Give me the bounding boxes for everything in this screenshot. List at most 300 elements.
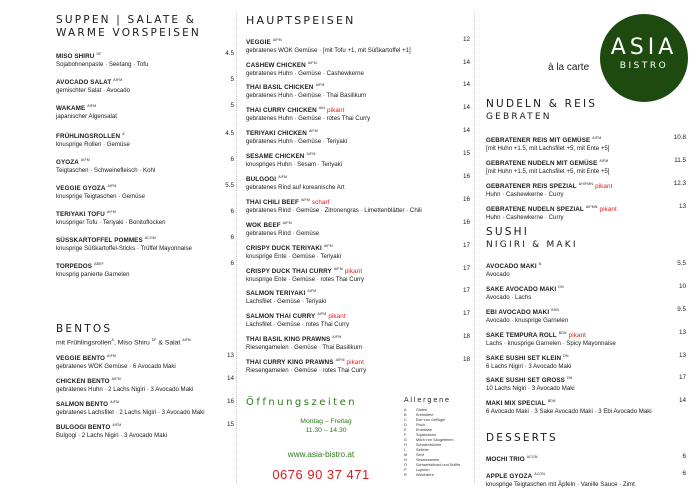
item-description: gebratenes Huhn · Gemüse · Cashewkerne xyxy=(246,70,364,77)
item-price: 13 xyxy=(226,352,234,360)
item-price: 17 xyxy=(462,310,470,317)
item-description: 6 Avocado Maki · 3 Sake Avocado Maki · 3 Ebi Avocado Maki xyxy=(486,408,652,415)
item-price: 13 xyxy=(678,203,686,210)
item-title: VEGGIE GYOZA xyxy=(56,185,106,192)
allergen-tag: DN xyxy=(558,285,564,289)
item-price: 4.5 xyxy=(225,130,234,137)
item-name xyxy=(56,375,216,386)
allergen-name: Sellerie xyxy=(416,448,429,452)
item-price: 17 xyxy=(462,242,470,249)
menu-item xyxy=(246,104,470,127)
menu-item xyxy=(486,203,686,226)
item-name xyxy=(486,283,668,294)
allergen-name: Sesamsamen xyxy=(416,458,440,462)
item-title: MAKI MIX SPECIAL xyxy=(486,400,546,407)
item-name xyxy=(246,356,452,367)
allergen-code: F xyxy=(404,433,407,437)
spicy-flag: pikant xyxy=(344,268,363,275)
item-price: 9.5 xyxy=(677,306,686,313)
item-title: TORPEDOS xyxy=(56,263,93,270)
allergen-tag: DF xyxy=(96,52,102,56)
allergen-name: Krebstiere xyxy=(416,413,434,417)
phone-number[interactable]: 0676 90 37 471 xyxy=(272,467,370,482)
item-title: GEBRATENER REIS SPEZIAL xyxy=(486,183,577,190)
item-description: gebratenes WOK Gemüse · [mit Tofu +1, mit Süßkartoffel +1] xyxy=(246,47,411,54)
allergen-code: D xyxy=(404,423,407,427)
item-name xyxy=(246,127,452,138)
item-price: 17 xyxy=(462,265,470,272)
item-description: [mit Huhn +1.5, mit Lachsfilet +5, mit Ente +5] xyxy=(486,145,610,152)
allergen-tag: AIFM xyxy=(317,312,327,316)
item-title: GEBRATENER REIS MIT GEMÜSE xyxy=(486,137,591,144)
allergen-tag: BDN xyxy=(558,331,567,335)
menu-item xyxy=(56,260,234,286)
item-description: Lachsfilet · Gemüse · rotes Thai Curry xyxy=(246,321,350,328)
brand-name: ASIA xyxy=(610,35,678,60)
item-price: 13 xyxy=(678,329,686,336)
menu-item xyxy=(486,134,686,157)
allergen-tag: DF xyxy=(151,338,157,342)
item-price: 16 xyxy=(462,173,470,180)
allergen-tag: AIFM xyxy=(335,358,345,362)
item-name xyxy=(56,398,216,409)
item-description: gebratenes Huhn · Gemüse · rotes Thai Curry xyxy=(246,115,371,122)
item-price: 17 xyxy=(678,374,686,381)
item-title: SAKE AVOCADO MAKI xyxy=(486,286,557,293)
item-list xyxy=(246,36,470,379)
item-price: 16 xyxy=(462,219,470,226)
item-name xyxy=(486,374,668,385)
item-title: BULGOGI xyxy=(246,176,277,183)
item-title: THAI CURRY KING PRAWNS xyxy=(246,359,334,366)
spicy-flag: pikant xyxy=(595,183,613,190)
item-price: 14 xyxy=(462,59,470,66)
allergen-tag: AIFMN xyxy=(585,205,598,209)
item-price: 12 xyxy=(462,36,470,43)
item-price: 11.5 xyxy=(674,157,686,164)
item-description: gebratenes WOK Gemüse · 6 Avocado Maki xyxy=(56,363,176,371)
item-title: AVOCADO MAKI xyxy=(486,263,537,270)
allergen-tag: ABEF xyxy=(94,262,104,266)
menu-item xyxy=(56,76,234,102)
allergen-tag: AIFM xyxy=(113,78,123,82)
item-description: gebratenes Huhn · Gemüse · Teriyaki xyxy=(246,138,348,145)
item-price: 16 xyxy=(462,196,470,203)
brand-sub: BISTRO xyxy=(619,61,669,71)
item-name xyxy=(56,234,216,245)
item-description: knuspriges Huhn · Sesam · Teriyaki xyxy=(246,161,343,168)
item-name xyxy=(246,150,452,161)
item-price: 13 xyxy=(678,352,686,359)
section-nudeln xyxy=(486,98,686,226)
website-link[interactable]: www.asia-bistro.at xyxy=(287,450,355,459)
section-title: GEBRATEN xyxy=(486,112,552,122)
item-title: THAI BASIL CHICKEN xyxy=(246,84,314,91)
item-title: GYOZA xyxy=(56,159,79,166)
section-title: NIGIRI & MAKI xyxy=(486,240,578,250)
item-price: 14 xyxy=(462,104,470,111)
allergen-code: B xyxy=(404,413,407,417)
section-title: BENTOS xyxy=(56,323,113,335)
item-description: gebratenes Rind · Gemüse · Zitronengras · Limettenblätter · Chili xyxy=(246,207,422,214)
item-list xyxy=(486,134,686,226)
allergen-tag: BDN xyxy=(551,308,560,312)
allergen-list xyxy=(404,408,484,478)
item-description: Sojabohnenpaste · Seetang · Tofu xyxy=(56,61,149,68)
alacarte-label: à la carte xyxy=(548,62,590,73)
section-title: SUPPEN | SALATE & xyxy=(56,14,197,26)
allergen-name: Eier von Geflügel xyxy=(416,418,446,422)
item-title: CRISPY DUCK THAI CURRY xyxy=(246,268,332,275)
item-price: 6 xyxy=(682,453,686,460)
allergen-code: A xyxy=(404,408,407,412)
item-name xyxy=(486,453,668,464)
item-description: [mit Huhn +1.5, mit Lachsfilet +5, mit Ente +5] xyxy=(486,168,610,175)
item-name xyxy=(246,310,452,321)
item-name xyxy=(486,329,668,340)
menu-item xyxy=(56,234,234,260)
opening-hours xyxy=(246,397,406,435)
column-middle xyxy=(246,14,470,379)
item-title: SAKE SUSHI SET GROSS xyxy=(486,377,565,384)
allergen-tag: AIFM xyxy=(307,289,317,293)
item-title: CASHEW CHICKEN xyxy=(246,62,306,69)
item-description: Avocado · Lachs xyxy=(486,294,532,301)
allergen-tag: DN xyxy=(566,376,573,380)
menu-item xyxy=(246,127,470,150)
menu-item xyxy=(56,375,234,398)
item-list xyxy=(486,260,686,420)
allergen-tag: DN xyxy=(563,354,569,358)
item-description: Huhn · Cashewkerne · Curry xyxy=(486,191,564,198)
item-title: CRISPY DUCK TERIYAKI xyxy=(246,245,322,252)
item-name xyxy=(486,180,668,191)
item-description: Bulgogi · 2 Lachs Nigiri · 3 Avocado Maki xyxy=(56,432,167,440)
item-description: gemischter Salat · Avocado xyxy=(56,87,131,94)
item-title: SALMON BENTO xyxy=(56,401,109,409)
allergen-tag: AIFM xyxy=(333,267,343,271)
menu-item xyxy=(486,157,686,180)
item-name xyxy=(246,104,452,115)
item-name xyxy=(56,421,216,432)
allergen-name: Lupinen xyxy=(416,468,430,472)
item-name xyxy=(246,81,452,92)
item-title: WOK BEEF xyxy=(246,222,281,229)
menu-item xyxy=(486,352,686,374)
subtitle-part: , Miso Shiru xyxy=(113,339,150,347)
item-title: THAI CHILI BEEF xyxy=(246,199,299,206)
spicy-flag: pikant xyxy=(568,332,587,339)
item-description: 10 Lachs Nigiri · 3 Avocado Maki xyxy=(486,385,575,392)
allergen-tag: AIFM xyxy=(315,83,325,87)
item-price: 5 xyxy=(230,102,234,109)
item-description: japanischer Algensalat xyxy=(56,113,117,120)
menu-item xyxy=(486,453,686,470)
item-price: 16 xyxy=(226,398,234,406)
item-title: SALMON TERIYAKI xyxy=(246,290,306,297)
item-price: 15 xyxy=(462,150,470,157)
allergen-name: Milch von Säugetieren xyxy=(416,438,454,442)
item-description: Riesengarnelen · Gemüse · Thai Basilikum xyxy=(246,344,363,351)
section-desserts xyxy=(486,432,686,487)
spicy-flag: pikant xyxy=(599,206,617,213)
item-name xyxy=(246,219,452,230)
allergen-tag: AIFM xyxy=(307,61,317,65)
item-name xyxy=(56,156,216,167)
item-name xyxy=(246,36,452,47)
item-title: MOCHI TRIO xyxy=(486,456,525,463)
item-title: THAI BASIL KING PRAWNS xyxy=(246,336,331,343)
allergen-code: P xyxy=(404,468,407,472)
allergen-code: R xyxy=(404,473,407,477)
item-title: THAI CURRY CHICKEN xyxy=(246,107,317,114)
menu-item xyxy=(246,36,470,59)
item-price: 6 xyxy=(230,234,234,241)
menu-item xyxy=(486,260,686,283)
item-name xyxy=(246,59,452,70)
allergen-tag: AIFM xyxy=(112,423,122,428)
item-title: SESAME CHICKEN xyxy=(246,153,305,160)
item-title: WAKAME xyxy=(56,105,86,112)
allergen-tag: AIFM xyxy=(332,335,342,339)
allergen-code: L xyxy=(404,448,407,452)
allergen-tag: AIFM xyxy=(110,400,120,405)
item-description: knusprig panierte Garnelen xyxy=(56,271,130,278)
item-name xyxy=(486,306,668,317)
item-name xyxy=(486,260,668,271)
column-left xyxy=(56,14,234,440)
column-right xyxy=(486,98,686,488)
allergen-tag: N xyxy=(538,262,542,266)
item-description: gebratenes Rind · Gemüse xyxy=(246,230,320,237)
allergen-tag: AIFM xyxy=(107,354,117,359)
item-description: Lachs · knusprige Garnelen · Spicy Mayonnaise xyxy=(486,340,616,347)
menu-item xyxy=(246,219,470,242)
menu-item xyxy=(486,329,686,352)
item-title: CHICKEN BENTO xyxy=(56,378,110,386)
allergen-name: Fisch xyxy=(416,423,426,427)
item-title: BULGOGI BENTO xyxy=(56,424,111,432)
item-description: gebratenes Huhn · Gemüse · Thai Basilikum xyxy=(246,92,367,99)
allergen-code: O xyxy=(404,463,407,467)
menu-item xyxy=(56,50,234,76)
item-price: 18 xyxy=(462,356,470,363)
item-title: FRÜHLINGSROLLEN xyxy=(56,133,121,140)
item-title: SALMON THAI CURRY xyxy=(246,313,316,320)
item-name xyxy=(56,130,216,141)
item-title: SAKE TEMPURA ROLL xyxy=(486,332,557,339)
item-name xyxy=(246,287,452,298)
item-title: VEGGIE BENTO xyxy=(56,355,106,363)
menu-item xyxy=(56,102,234,130)
allergen-tag: AIFM xyxy=(300,198,310,202)
item-list xyxy=(486,453,686,487)
item-name xyxy=(246,265,452,276)
item-title: AVOCADO SALAT xyxy=(56,79,112,86)
allergen-code: N xyxy=(404,458,407,462)
item-name xyxy=(56,208,216,219)
menu-item xyxy=(56,182,234,208)
menu-item xyxy=(56,398,234,421)
item-name xyxy=(486,352,668,363)
menu-item xyxy=(246,59,470,81)
item-price: 14 xyxy=(226,375,234,383)
allergen-tag: A xyxy=(111,338,114,342)
item-description: gebratenes Lachsfilet · 2 Lachs Nigiri · 3 Avocado Maki xyxy=(56,409,205,417)
item-title: TERIYAKI CHICKEN xyxy=(246,130,307,137)
item-title: EBI AVOCADO MAKI xyxy=(486,309,550,316)
item-price: 17 xyxy=(462,287,470,294)
item-title: GEBRATENE NUDELN SPEZIAL xyxy=(486,206,584,213)
allergen-code: E xyxy=(404,428,407,432)
section-subtitle xyxy=(56,338,234,346)
menu-item xyxy=(246,242,470,265)
item-name xyxy=(56,260,216,271)
item-description: gebratenes Rind auf koreanische Art xyxy=(246,184,345,191)
item-price: 10.8 xyxy=(673,134,686,141)
allergen-name: Schwefeldioxid und Sulfite xyxy=(416,463,461,467)
item-description: knuspriger Tofu · Teriyaki · Bonitoflocken xyxy=(56,219,166,226)
item-description: knusprige Ente · Gemüse · rotes Thai Curry xyxy=(246,276,365,283)
item-name xyxy=(56,102,216,113)
item-title: GEBRATENE NUDELN MIT GEMÜSE xyxy=(486,160,598,167)
allergen-tag: AIFM xyxy=(272,38,282,42)
item-price: 14 xyxy=(462,81,470,88)
item-title: MISO SHIRU xyxy=(56,53,95,60)
item-list xyxy=(56,50,234,286)
menu-item xyxy=(246,196,470,219)
item-name xyxy=(486,134,668,145)
item-name xyxy=(486,203,668,214)
item-name xyxy=(56,50,216,61)
item-price: 14 xyxy=(678,397,686,404)
item-description: Lachsfilet · Gemüse · Teriyaki xyxy=(246,298,327,305)
item-price: 12.3 xyxy=(673,180,686,187)
brand-logo xyxy=(600,14,688,102)
item-price: 6 xyxy=(230,208,234,215)
item-description: gebratenes Huhn · 2 Lachs Nigiri · 3 Avocado Maki xyxy=(56,386,194,394)
item-price: 5.5 xyxy=(677,260,686,267)
menu-item xyxy=(56,156,234,182)
contact xyxy=(246,450,396,482)
column-divider xyxy=(236,12,237,483)
allergen-tag: AIFM xyxy=(106,210,116,214)
spicy-flag: scharf xyxy=(311,199,330,206)
menu-item xyxy=(56,352,234,375)
section-title: DESSERTS xyxy=(486,432,558,444)
allergen-tag: A xyxy=(122,132,125,136)
allergen-name: Senf xyxy=(416,453,424,457)
item-price: 6 xyxy=(230,260,234,267)
allergen-tag: AIFM xyxy=(87,104,97,108)
menu-item xyxy=(486,397,686,420)
item-title: VEGGIE xyxy=(246,39,271,46)
item-description: Avocado xyxy=(486,271,510,278)
allergen-code: G xyxy=(404,438,407,442)
allergen-tag: AIFM xyxy=(107,184,117,188)
item-price: 10 xyxy=(678,283,686,290)
menu-item xyxy=(486,306,686,329)
item-price: 14 xyxy=(462,127,470,134)
allergen-tag: AIFM xyxy=(111,377,121,382)
allergen-legend xyxy=(404,396,484,478)
item-price: 6 xyxy=(230,156,234,163)
item-price: 18 xyxy=(462,333,470,340)
section-title: HAUPTSPEISEN xyxy=(246,14,356,27)
menu-item xyxy=(246,173,470,196)
spicy-flag: pikant xyxy=(327,107,345,114)
menu-item xyxy=(246,287,470,310)
item-name xyxy=(246,333,452,344)
item-description: Teigtaschen · Schweinefleisch · Kohl xyxy=(56,167,156,174)
item-name xyxy=(486,470,668,481)
allergen-tag: AIFM xyxy=(80,158,90,162)
item-name xyxy=(486,157,668,168)
menu-item xyxy=(486,374,686,397)
item-description: knusprige Ente · Gemüse · Teriyaki xyxy=(246,253,342,260)
allergen-tag: AIFM xyxy=(278,175,288,179)
menu-item xyxy=(56,421,234,444)
menu-item xyxy=(246,333,470,356)
allergen-name: Schalenfrüchte xyxy=(416,443,442,447)
allergen-code: C xyxy=(404,418,407,422)
opening-hours-title: Öffnungszeiten xyxy=(246,397,358,408)
menu-item xyxy=(246,356,470,379)
allergen-tag: AIFM xyxy=(599,159,609,163)
section-title: WARME VORSPEISEN xyxy=(56,27,201,39)
item-description: knusprige Rollen · Gemüse xyxy=(56,141,130,148)
menu-item xyxy=(246,265,470,287)
subtitle-part: mit Frühlingsrollen xyxy=(56,339,112,347)
item-description: knusprige Teigtaschen mit Äpfeln · Vanille Sauce · Zimt xyxy=(486,481,635,488)
allergen-tag: AHIFMN xyxy=(578,182,594,186)
opening-days: Montag – Freitag xyxy=(300,418,352,425)
item-price: 5 xyxy=(230,76,234,83)
section-title: NUDELN & REIS xyxy=(486,98,598,110)
allergen-tag: AIN xyxy=(318,106,326,110)
menu-item xyxy=(246,81,470,104)
allergen-tag: AIFM xyxy=(282,221,292,225)
item-title: SÜSSKARTOFFEL POMMES xyxy=(56,237,143,244)
menu-item xyxy=(246,310,470,333)
allergen-tag: AIFM xyxy=(306,152,316,156)
allergen-tag: ACGM xyxy=(144,236,156,240)
allergen-tag: ACGN xyxy=(534,472,546,476)
item-title: TERIYAKI TOFU xyxy=(56,211,105,218)
item-description: Avocado · knusprige Garnelen xyxy=(486,317,569,324)
allergen-tag: ACGN xyxy=(526,455,538,459)
allergen-tag: AIFM xyxy=(308,129,318,133)
allergen-code: H xyxy=(404,443,407,447)
menu-item xyxy=(486,180,686,203)
item-list xyxy=(56,352,234,444)
allergen-code: M xyxy=(404,453,408,457)
item-price: 5.5 xyxy=(225,182,234,189)
item-description: Huhn · Cashewkerne · Curry xyxy=(486,214,564,221)
allergen-tag: AIFM xyxy=(592,136,602,140)
item-title: APPLE GYOZA xyxy=(486,473,533,480)
allergen-row xyxy=(404,473,484,478)
allergen-name: Erdnüsse xyxy=(416,428,433,432)
item-name xyxy=(246,242,452,253)
allergen-name: Sojabohnen xyxy=(416,433,437,437)
allergen-tag: AIFM xyxy=(323,244,333,248)
item-description: 6 Lachs Nigiri · 3 Avocado Maki xyxy=(486,363,572,370)
section-suppen xyxy=(56,14,234,286)
allergen-title: Allergene xyxy=(404,396,451,404)
item-description: knusprige Teigtaschen · Gemüse xyxy=(56,193,145,200)
item-title: SAKE SUSHI SET KLEIN xyxy=(486,355,562,362)
